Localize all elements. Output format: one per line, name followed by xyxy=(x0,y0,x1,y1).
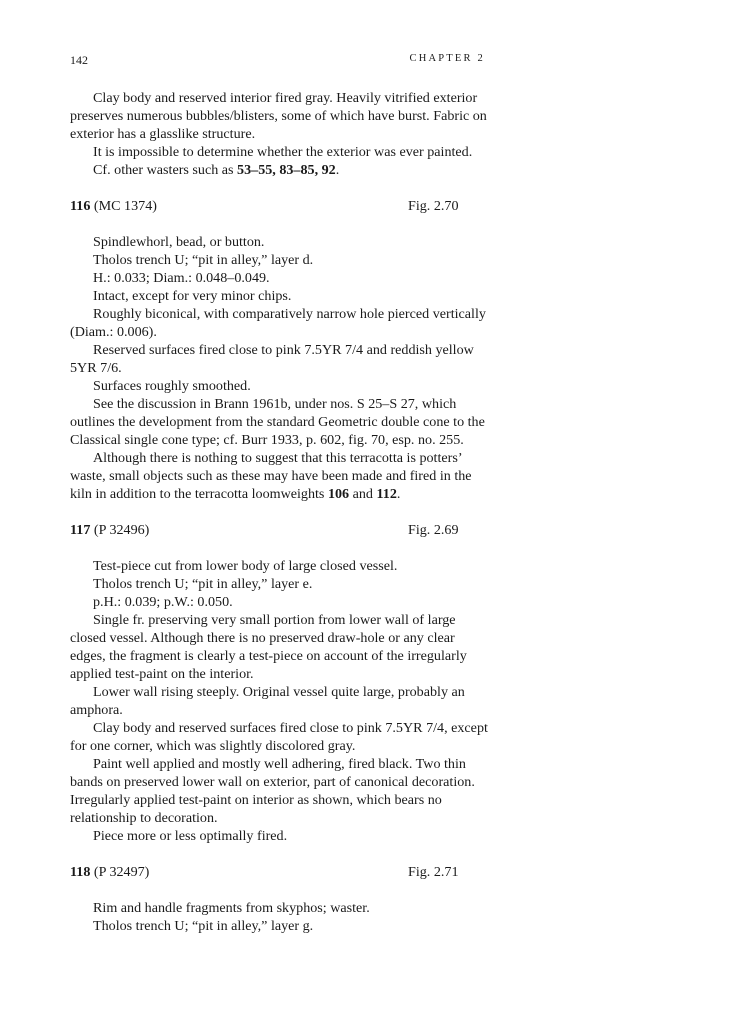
paragraph: Test-piece cut from lower body of large closed vessel. xyxy=(93,558,398,574)
figure-reference: Fig. 2.70 xyxy=(408,198,459,214)
chapter-title: CHAPTER 2 xyxy=(409,53,485,64)
catalog-number: 117 (P 32496) xyxy=(70,522,150,538)
paragraph: Surfaces roughly smoothed. xyxy=(93,378,251,394)
paragraph: See the discussion in Brann 1961b, under nos. S 25–S 27, which outlines the development from the standard Geometric double cone to the Classical single cone type; cf. Burr 1933, p. 602, fig. 70, esp. no. 255. xyxy=(70,396,485,448)
paragraph: Tholos trench U; “pit in alley,” layer e. xyxy=(93,576,313,592)
catalog-entry-heading-117 xyxy=(70,521,490,539)
figure-reference: Fig. 2.71 xyxy=(408,864,459,880)
paragraph: Although there is nothing to suggest that this terracotta is potters’ waste, small objects such as these may have been made and fired in the kiln in addition to the terracotta loomweights 106 and 112. xyxy=(70,450,472,502)
catalog-number: 118 (P 32497) xyxy=(70,864,150,880)
punctuation: . xyxy=(335,162,340,178)
cf-prefix: Cf. other wasters such as xyxy=(93,162,238,178)
paragraph: Reserved surfaces fired close to pink 7.5YR 7/4 and reddish yellow 5YR 7/6. xyxy=(70,342,474,376)
catalog-number: 116 (MC 1374) xyxy=(70,198,157,214)
paragraph: Spindlewhorl, bead, or button. xyxy=(93,234,265,250)
paragraph: Roughly biconical, with comparatively narrow hole pierced vertically (Diam.: 0.006). xyxy=(70,306,486,340)
paragraph: Clay body and reserved surfaces fired close to pink 7.5YR 7/4, except for one corner, which was slightly discolored gray. xyxy=(70,720,488,754)
paragraph: Clay body and reserved interior fired gray. Heavily vitrified exterior preserves numerous bubbles/blisters, some of which have burst. Fabric on exterior has a glasslike structure. xyxy=(70,90,487,142)
paragraph: H.: 0.033; Diam.: 0.048–0.049. xyxy=(93,270,270,286)
paragraph: Paint well applied and mostly well adhering, fired black. Two thin bands on preserved lower wall on exterior, part of canonical decoration. Irregularly applied test-paint on interior as shown, which bears no relationship to decoration. xyxy=(70,756,475,826)
figure-reference: Fig. 2.69 xyxy=(408,522,459,538)
catalog-reference: 112 xyxy=(376,486,397,502)
paragraph: Rim and handle fragments from skyphos; waster. xyxy=(93,900,370,916)
paragraph xyxy=(70,161,490,179)
paragraph: Tholos trench U; “pit in alley,” layer g. xyxy=(93,918,314,934)
catalog-entry-heading-116 xyxy=(70,197,490,215)
catalog-entry-heading-118 xyxy=(70,863,490,881)
page-number: 142 xyxy=(70,53,88,67)
catalog-reference: 53–55, 83–85, 92 xyxy=(237,162,336,178)
main-text xyxy=(70,89,490,935)
paragraph: Piece more or less optimally fired. xyxy=(93,828,288,844)
catalog-reference: 106 xyxy=(327,486,350,502)
running-head xyxy=(70,53,485,71)
paragraph: It is impossible to determine whether the exterior was ever painted. xyxy=(93,144,473,160)
paragraph: Intact, except for very minor chips. xyxy=(93,288,292,304)
paragraph: Lower wall rising steeply. Original vessel quite large, probably an amphora. xyxy=(70,684,465,718)
paragraph: p.H.: 0.039; p.W.: 0.050. xyxy=(93,594,233,610)
paragraph: Single fr. preserving very small portion from lower wall of large closed vessel. Although there is no preserved draw-hole or any clear edges, the fragment is clearly a test-piece on account of the irregularly applied test-paint on the interior. xyxy=(70,612,467,682)
paragraph: Tholos trench U; “pit in alley,” layer d. xyxy=(93,252,314,268)
